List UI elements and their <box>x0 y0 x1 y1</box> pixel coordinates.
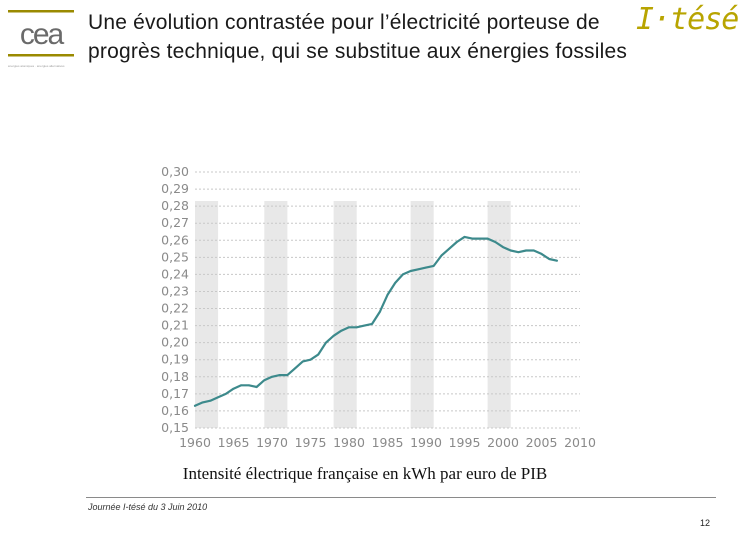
data-point <box>317 354 319 356</box>
data-point <box>548 258 550 260</box>
electric-intensity-chart <box>150 160 600 455</box>
chart-svg <box>150 160 600 455</box>
shaded-period-2 <box>334 201 357 428</box>
cea-logo <box>8 10 78 74</box>
data-point <box>371 323 373 325</box>
data-point <box>302 361 304 363</box>
chart-caption: Intensité électrique française en kWh par euro de PIB <box>182 464 548 483</box>
shaded-period-0 <box>195 201 218 428</box>
y-tick-label: 0,30 <box>161 164 189 179</box>
y-tick-label: 0,23 <box>161 283 189 299</box>
data-point <box>194 405 196 407</box>
data-point <box>379 311 381 313</box>
data-point <box>256 386 258 388</box>
data-point <box>356 326 358 328</box>
x-tick-label: 1965 <box>217 435 250 450</box>
logo-tagline: énergies atomiques · énergies alternatives <box>8 64 65 68</box>
data-point <box>541 253 543 255</box>
svg-text:cea: cea <box>19 18 63 51</box>
y-tick-label: 0,20 <box>161 334 189 350</box>
data-point <box>279 374 281 376</box>
data-point <box>225 393 227 395</box>
data-point <box>510 250 512 252</box>
data-point <box>433 265 435 267</box>
data-point <box>417 268 419 270</box>
y-tick-label: 0,29 <box>161 181 189 197</box>
x-tick-label: 1995 <box>448 435 481 450</box>
x-tick-label: 2000 <box>487 435 519 450</box>
x-tick-label: 1985 <box>371 435 404 450</box>
footer-event: Journée I-tésé du 3 Juin 2010 <box>88 502 208 512</box>
data-point <box>348 326 350 328</box>
data-point <box>387 294 389 296</box>
data-point <box>210 400 212 402</box>
y-tick-label: 0,17 <box>161 385 189 401</box>
data-point <box>487 238 489 240</box>
x-tick-label: 2005 <box>525 435 558 450</box>
y-tick-label: 0,28 <box>161 198 189 214</box>
shaded-period-3 <box>411 201 434 428</box>
page-number: 12 <box>699 518 710 528</box>
data-point <box>333 335 335 337</box>
data-point <box>310 359 312 361</box>
x-tick-label: 1970 <box>256 435 288 450</box>
y-tick-label: 0,26 <box>161 232 189 248</box>
data-point <box>287 374 289 376</box>
data-point <box>294 367 296 369</box>
y-tick-label: 0,18 <box>161 368 189 384</box>
y-tick-label: 0,16 <box>161 402 189 418</box>
y-tick-label: 0,15 <box>161 420 189 435</box>
data-point <box>340 330 342 332</box>
x-tick-label: 1980 <box>333 435 365 450</box>
footer-divider <box>86 497 716 498</box>
data-point <box>271 376 273 378</box>
data-point <box>425 267 427 269</box>
data-point <box>410 270 412 272</box>
data-point <box>233 388 235 390</box>
y-tick-label: 0,27 <box>161 215 189 231</box>
data-point <box>471 238 473 240</box>
data-point <box>502 246 504 248</box>
y-tick-label: 0,24 <box>161 266 189 282</box>
data-point <box>456 241 458 243</box>
x-tick-label: 2010 <box>564 435 596 450</box>
data-point <box>217 396 219 398</box>
data-point <box>263 379 265 381</box>
data-point <box>202 402 204 404</box>
data-point <box>364 325 366 327</box>
x-tick-label: 1960 <box>179 435 211 450</box>
y-tick-label: 0,19 <box>161 351 189 367</box>
x-tick-label: 1990 <box>410 435 442 450</box>
data-point <box>325 342 327 344</box>
data-point <box>556 260 558 262</box>
data-point <box>240 384 242 386</box>
x-tick-label: 1975 <box>294 435 327 450</box>
data-point <box>479 238 481 240</box>
data-point <box>441 255 443 257</box>
data-point <box>533 250 535 252</box>
y-tick-label: 0,22 <box>161 300 189 316</box>
data-point <box>525 250 527 252</box>
data-point <box>494 241 496 243</box>
data-point <box>248 384 250 386</box>
slide-title: Une évolution contrastée pour l’électricité porteuse de progrès technique, qui se substitue aux énergies fossiles <box>88 11 628 63</box>
data-point <box>518 251 520 253</box>
y-tick-label: 0,25 <box>161 249 189 265</box>
data-point <box>464 236 466 238</box>
data-point <box>402 274 404 276</box>
itese-logo: I·tésé <box>636 2 738 37</box>
data-point <box>448 248 450 250</box>
y-tick-label: 0,21 <box>161 317 189 333</box>
data-point <box>394 282 396 284</box>
